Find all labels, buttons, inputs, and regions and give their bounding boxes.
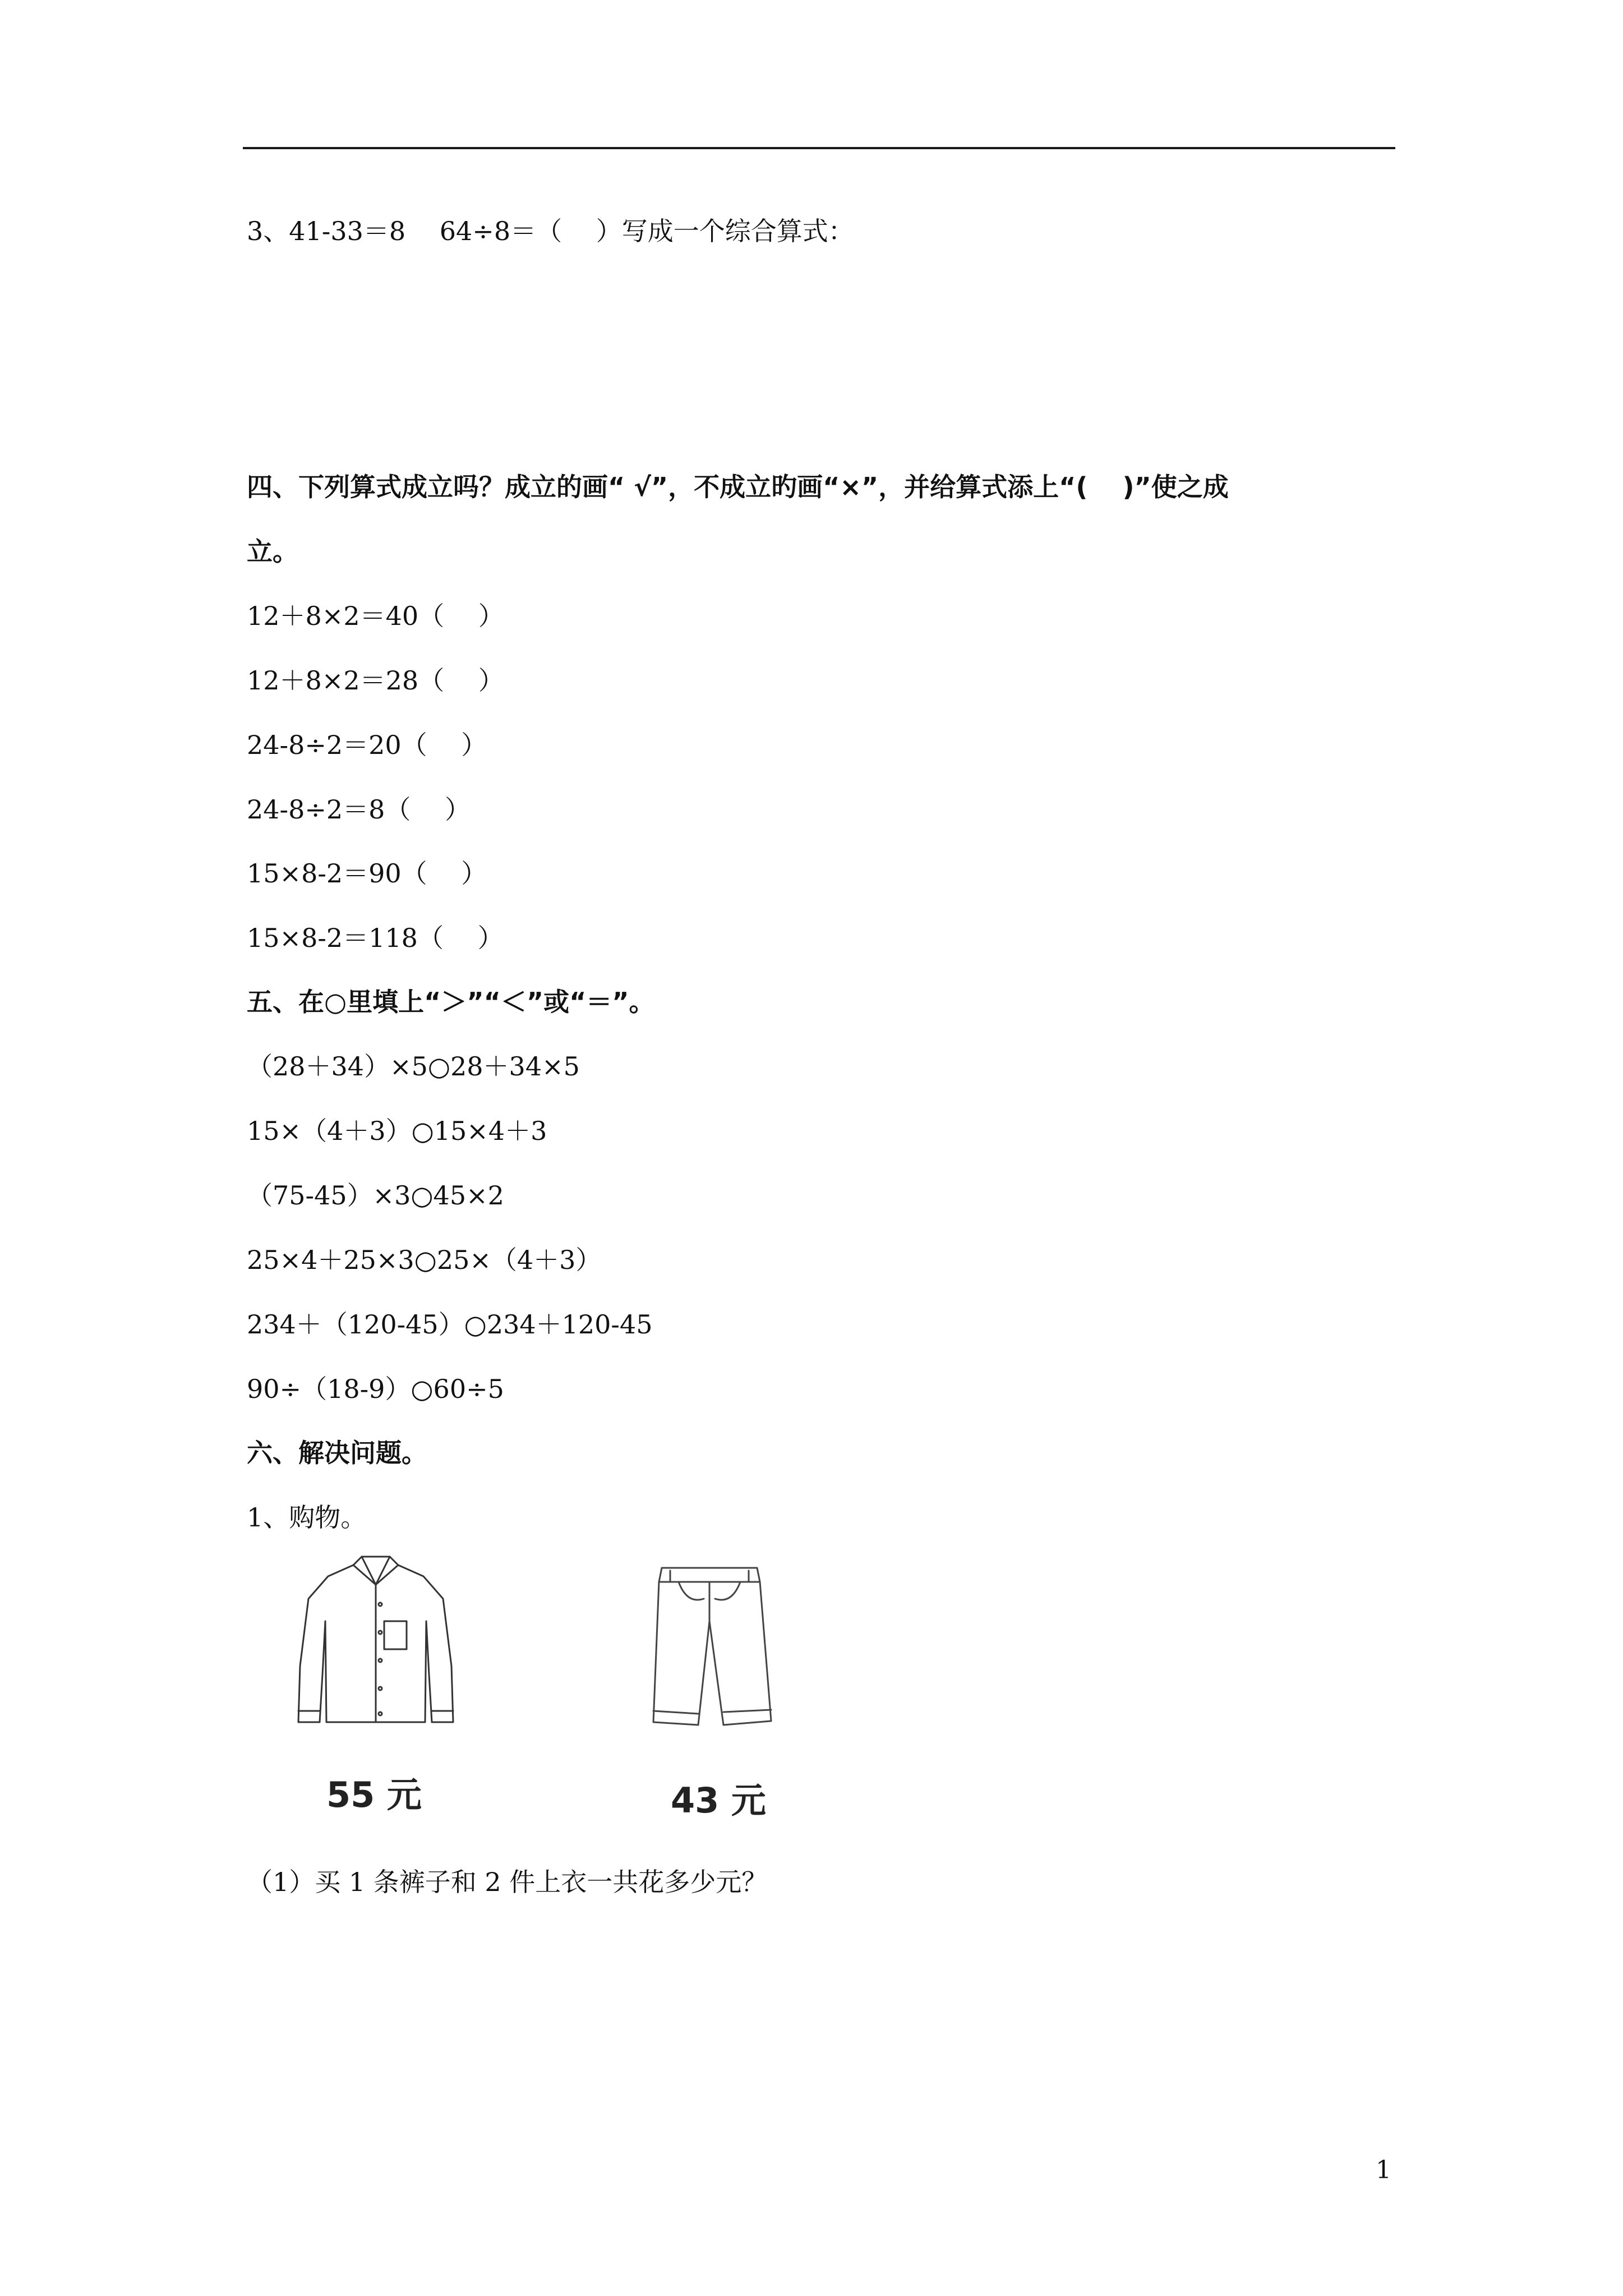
section-6-heading: 六、解决问题。 [247,1438,427,1468]
equation-item: 24-8÷2＝8（ ） [247,794,471,825]
pants-icon [645,1559,780,1739]
section-4-heading-line2: 立。 [247,536,298,567]
equation-item: 12＋8×2＝28（ ） [247,665,504,696]
equation-item: 15×8-2＝118（ ） [247,923,504,953]
section-5-heading: 五、在○里填上“＞”“＜”或“＝”。 [247,987,655,1017]
comparison-item: 234＋（120-45）○234＋120-45 [247,1309,653,1340]
question-1-sub-1: （1）买 1 条裤子和 2 件上衣一共花多少元？ [247,1867,768,1897]
page-number: 1 [1376,2156,1391,2184]
section-4-heading-line1: 四、下列算式成立吗？成立的画“ √”，不成立旳画“×”，并给算式添上“( )”使之成 [247,472,1229,502]
equation-item: 15×8-2＝90（ ） [247,858,487,889]
comparison-item: 25×4＋25×3○25×（4＋3） [247,1245,602,1275]
equation-item: 12＋8×2＝40（ ） [247,601,504,631]
question-1-title: 1、购物。 [247,1502,367,1533]
shirt-price-label: 55 元 [326,1774,422,1815]
header-rule [243,147,1395,149]
comparison-item: 15×（4＋3）○15×4＋3 [247,1116,547,1146]
equation-item: 24-8÷2＝20（ ） [247,730,487,760]
comparison-item: 90÷（18-9）○60÷5 [247,1374,504,1404]
item-3-text: 3、41-33＝8 64÷8＝（ ）写成一个综合算式： [247,216,854,246]
comparison-item: （75-45）×3○45×2 [247,1180,504,1211]
comparison-item: （28＋34）×5○28＋34×5 [247,1051,580,1082]
shirt-icon [292,1554,460,1733]
pants-price-label: 43 元 [671,1780,766,1821]
